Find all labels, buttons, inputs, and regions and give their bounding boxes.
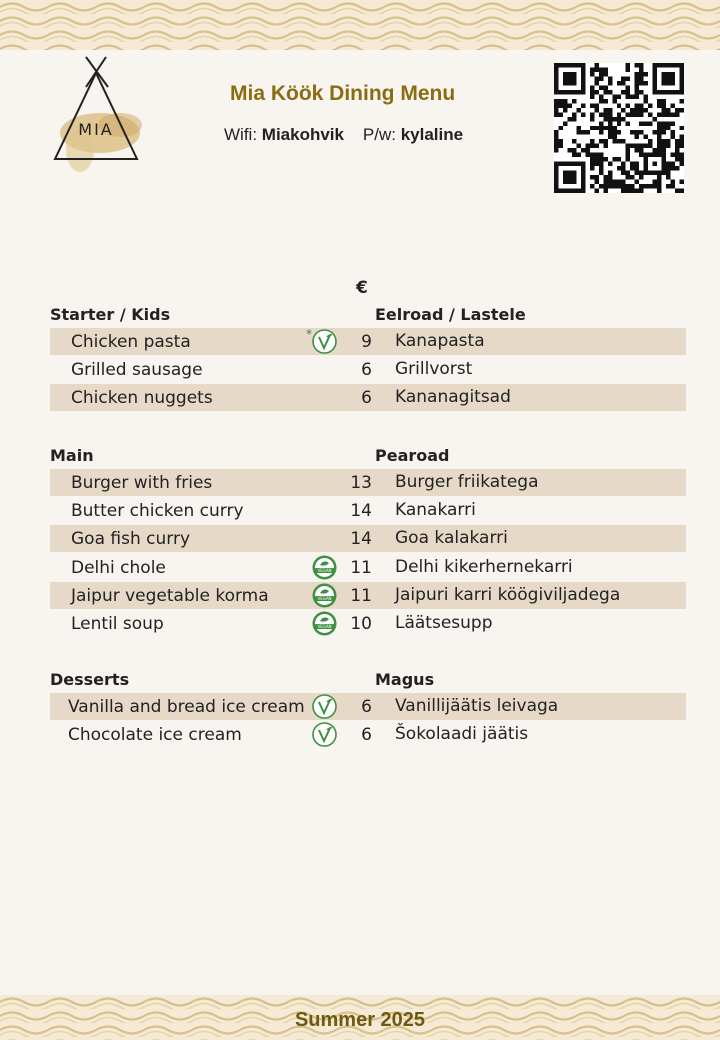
dish-name-et: Delhi kikerhernekarri: [395, 557, 573, 577]
dish-name-et: Grillvorst: [395, 359, 473, 379]
dish-price: 14: [350, 501, 372, 521]
svg-text:VEGAN: VEGAN: [317, 596, 332, 601]
section-heading-en: Main: [50, 446, 94, 465]
menu-title: Mia Köök Dining Menu: [230, 82, 456, 105]
dish-note-marker: *: [306, 327, 312, 341]
footer-season: Summer 2025: [294, 1009, 426, 1031]
dish-price: 11: [350, 558, 372, 578]
dish-name-et: Läätsesupp: [395, 613, 493, 633]
section-heading-et: Magus: [375, 670, 435, 689]
section-heading-en: Desserts: [50, 670, 130, 689]
dish-price: 6: [361, 360, 372, 380]
vegan-icon: [312, 611, 337, 636]
dish-price: 6: [361, 725, 372, 745]
vegetarian-available-icon: [312, 329, 337, 354]
dish-price: 13: [350, 473, 372, 493]
vegan-icon: [312, 583, 337, 608]
dish-name-et: Kananagitsad: [395, 387, 511, 407]
dish-name-en: Delhi chole: [71, 558, 166, 578]
dish-name-et: Goa kalakarri: [395, 528, 508, 548]
section-heading-en: Starter / Kids: [50, 305, 171, 324]
dish-name-en: Grilled sausage: [71, 360, 203, 380]
dish-price: 6: [361, 697, 372, 717]
wifi-info: [224, 125, 463, 145]
vegan-icon: [312, 555, 337, 580]
dish-name-en: Chocolate ice cream: [68, 725, 242, 745]
menu-item-row: [50, 610, 686, 637]
dish-name-et: Vanillijäätis leivaga: [395, 696, 559, 716]
top-wave-decoration: [0, 0, 720, 50]
menu-item-row: [50, 328, 686, 355]
svg-text:VEGAN: VEGAN: [317, 624, 332, 629]
qr-code[interactable]: [554, 63, 684, 193]
menu-item-row: [50, 525, 686, 552]
menu-item-row: [50, 497, 686, 524]
menu-item-row: [50, 384, 686, 411]
dish-name-en: Goa fish curry: [71, 529, 190, 549]
dish-price: 9: [361, 332, 372, 352]
wifi-label: Wifi:: [224, 125, 258, 144]
menu-item-row: [50, 356, 686, 383]
vegetarian-icon: [312, 722, 337, 747]
wifi-name: Miakohvik: [261, 125, 344, 144]
dish-name-en: Chicken nuggets: [71, 388, 213, 408]
dish-name-en: Lentil soup: [71, 614, 164, 634]
section-heading-et: Eelroad / Lastele: [375, 305, 526, 324]
logo-text: MIA: [78, 120, 114, 139]
menu-item-row: [50, 693, 686, 720]
svg-text:VEGAN: VEGAN: [317, 568, 332, 573]
dish-name-en: Chicken pasta: [71, 332, 191, 352]
dish-price: 14: [350, 529, 372, 549]
dish-name-en: Butter chicken curry: [71, 501, 244, 521]
password-label: P/w:: [362, 125, 396, 144]
dish-name-en: Vanilla and bread ice cream: [68, 697, 305, 717]
menu-item-row: [50, 721, 686, 748]
dish-name-en: Burger with fries: [71, 473, 213, 493]
dish-name-et: Jaipuri karri köögiviljadega: [395, 585, 621, 605]
dish-name-et: Burger friikatega: [395, 472, 539, 492]
dish-price: 6: [361, 388, 372, 408]
menu-item-row: [50, 469, 686, 496]
mia-logo: [50, 55, 150, 185]
vegetarian-icon: [312, 694, 337, 719]
currency-symbol: €: [356, 278, 368, 298]
dish-price: 10: [350, 614, 372, 634]
wifi-password: kylaline: [400, 125, 464, 144]
dish-price: 11: [350, 586, 372, 606]
dish-name-et: Šokolaadi jäätis: [395, 724, 529, 744]
section-heading-et: Pearoad: [375, 446, 450, 465]
menu-item-row: [50, 554, 686, 581]
dish-name-et: Kanakarri: [395, 500, 476, 520]
dish-name-et: Kanapasta: [395, 331, 485, 351]
menu-item-row: [50, 582, 686, 609]
dish-name-en: Jaipur vegetable korma: [71, 586, 269, 606]
